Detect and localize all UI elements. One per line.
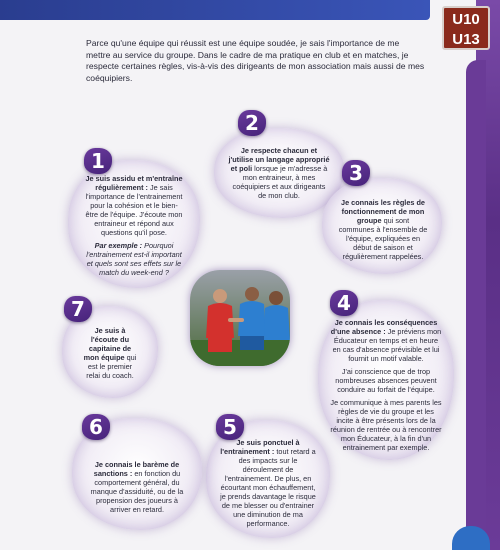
- rule-3-title: Je connais les règles de fonctionnement de mon groupe: [341, 198, 425, 225]
- side-decoration: [476, 0, 500, 550]
- players-handshake-photo: [190, 270, 290, 366]
- rule-card-3: [322, 178, 442, 274]
- rule-4-text: Je préviens mon Éducateur en temps et en heure en cas d'absence prévisible et lui fournit un motif valable.: [332, 327, 442, 363]
- rule-number-6: 6: [82, 414, 110, 440]
- rule-number-7: 7: [64, 296, 92, 322]
- rule-4-title: Je connais les conséquences d'une absence :: [330, 318, 438, 336]
- rule-4-text-2: J'ai conscience que de trop nombreuses absences peuvent conduire au forfait de l'équipe.: [335, 367, 437, 394]
- rule-3-text: qui sont communes à l'ensemble de l'équipe, expliquées en début de saison et régulièrement rappelées.: [338, 216, 428, 261]
- rule-1-title: Je suis assidu et m'entraîne régulièrement :: [85, 174, 183, 192]
- players-photo-illustration: [190, 270, 290, 366]
- rule-6-text: en fonction du comportement général, du manque d'assiduité, ou de la propension des joueurs à arriver en retard.: [90, 469, 184, 514]
- rule-2-text: lorsque je m'adresse à mon entraineur, à mes coéquipiers et aux dirigeants de mon club.: [232, 164, 328, 200]
- rule-card-4: [318, 300, 454, 460]
- rule-5-text: tout retard a des impacts sur le déroulement de l'entrainement. De plus, en écourtant mon échauffement, je prends davantage le risque de me blesser ou d'entrainer une diminution de ma performance.: [220, 447, 316, 528]
- rule-number-1: 1: [84, 148, 112, 174]
- rule-5-title: Je suis ponctuel à l'entrainement :: [220, 438, 300, 456]
- rule-7-title: Je suis à l'écoute du capitaine de mon équipe: [83, 326, 132, 362]
- age-badge-line2: U13: [452, 31, 480, 48]
- age-category-badge: [442, 6, 490, 50]
- rule-number-3: 3: [342, 160, 370, 186]
- rule-1-example-text: Pourquoi l'entrainement est-il important et quels sont ses effets sur le match du week-end ?: [86, 241, 182, 277]
- top-band: [0, 0, 430, 20]
- rule-7-text: qui est le premier relai du coach.: [86, 353, 137, 380]
- rule-2-title: Je respecte chacun et j'utilise un langage approprié et poli: [228, 146, 330, 173]
- rule-number-2: 2: [238, 110, 266, 136]
- rule-6-title: Je connais le barème de sanctions :: [93, 460, 180, 478]
- rule-number-4: 4: [330, 290, 358, 316]
- intro-paragraph: Parce qu'une équipe qui réussit est une équipe soudée, je sais l'importance de me mettre au service du groupe. Dans le cadre de ma pratique en club et en matches, je respecte certaines règles, vis-à-vis des dirigeants de mon association mais aussi de mes coéquipiers.: [86, 38, 425, 83]
- rule-1-example-label: Par exemple :: [94, 241, 143, 250]
- rule-number-5: 5: [216, 414, 244, 440]
- rule-1-text: Je sais l'importance de l'entrainement pour la cohésion et le bien-être de l'équipe. J'écoute mon entraineur et répond aux questions qu'il pose.: [85, 183, 183, 237]
- rule-card-1: [68, 160, 200, 288]
- rule-4-text-3: Je communique à mes parents les règles de vie du groupe et les incite à être présents lors de la réunion de rentrée ou à rencontrer mon Éducateur, à la fin d'un entrainement par exemple.: [330, 398, 442, 452]
- age-badge-line1: U10: [452, 11, 480, 28]
- rule-card-2: [214, 128, 344, 218]
